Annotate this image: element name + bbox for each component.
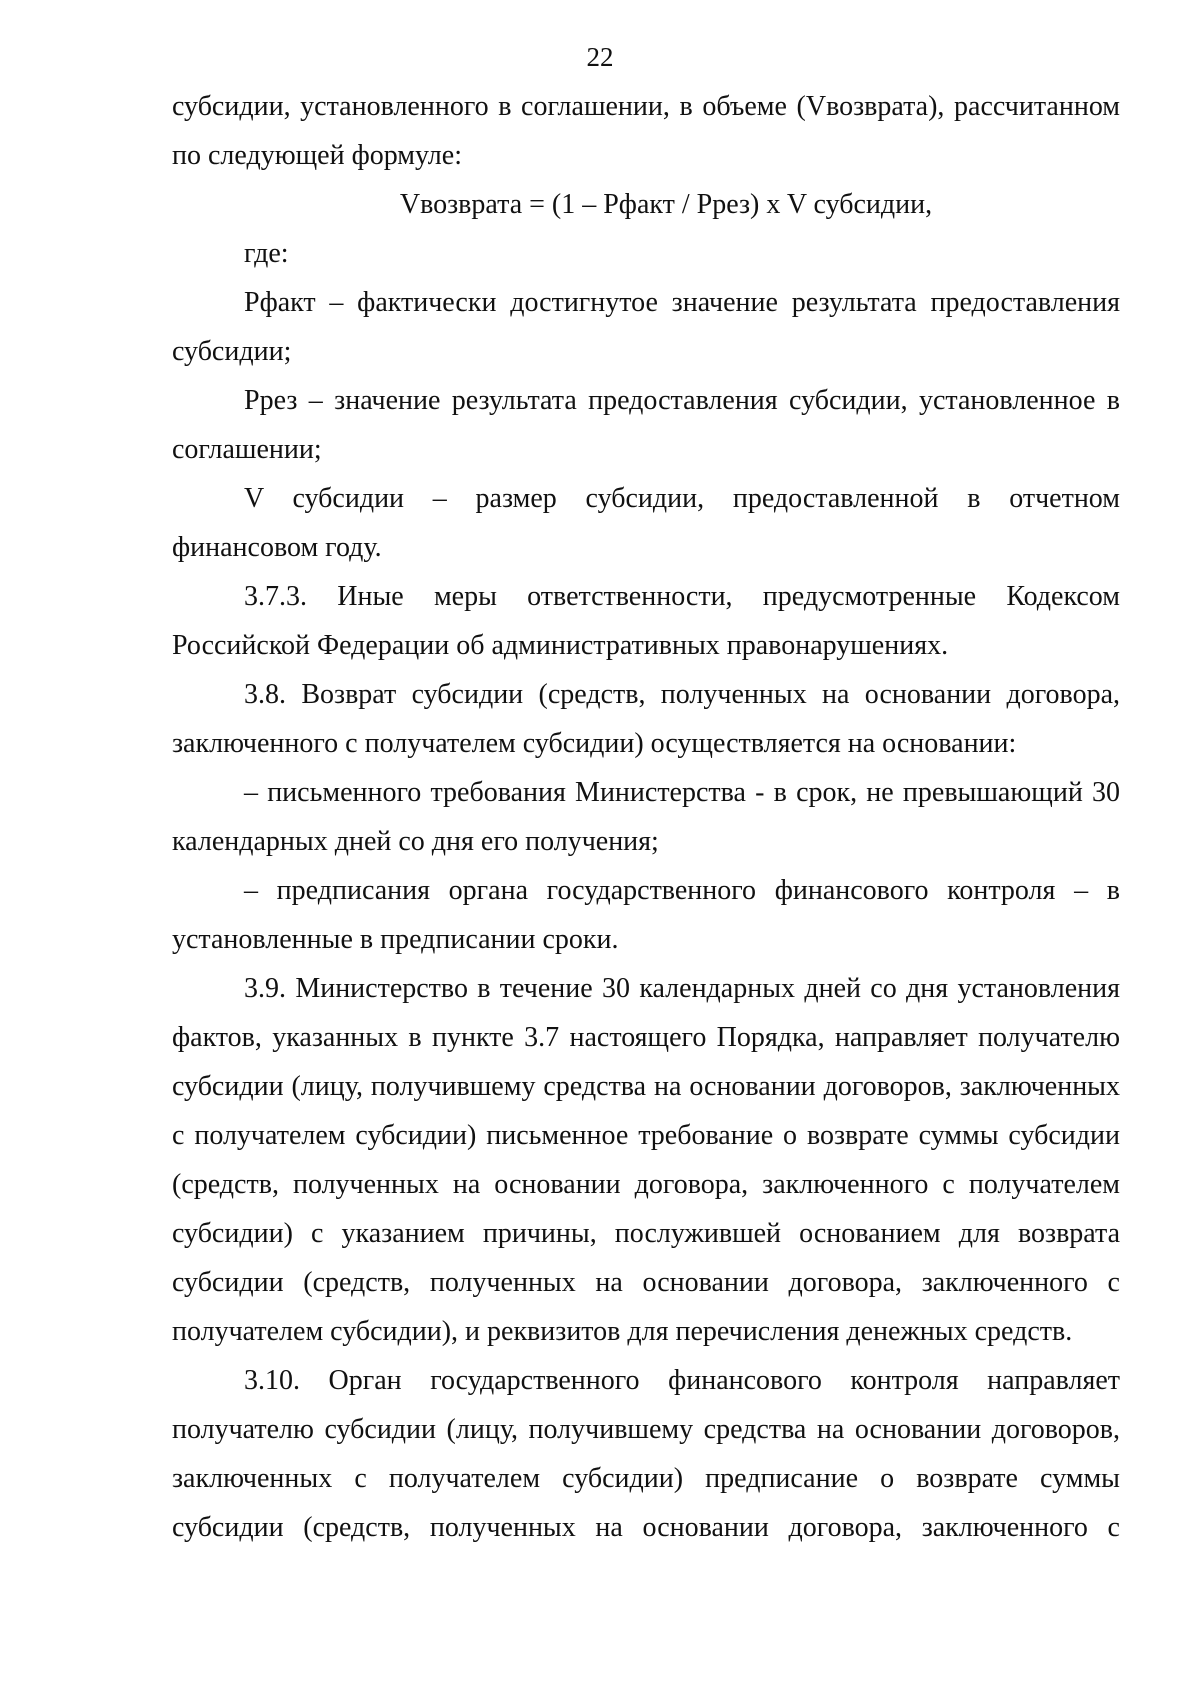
paragraph-rrez-definition: Ррез – значение результата предоставления субсидии, установленное в соглашении;	[172, 385, 1120, 465]
paragraph-where: где:	[244, 238, 289, 269]
paragraph-3-8: 3.8. Возврат субсидии (средств, полученных на основании договора, заключенного с получателем субсидии) осуществляется на основании:	[172, 679, 1120, 759]
return-formula: Vвозврата = (1 – Рфакт / Ррез) x V субсидии,	[399, 189, 933, 220]
paragraph-3-10: 3.10. Орган государственного финансового контроля направляет получателю субсидии (лицу, получившему средства на основании договоров, заключенных с получателем субсидии) предписание о возврате суммы субсидии (средств, полученных на основании договора, заключенного с	[172, 1365, 1120, 1543]
document-body	[172, 82, 1120, 1552]
list-item-written-demand: – письменного требования Министерства - в срок, не превышающий 30 календарных дней со дня его получения;	[172, 777, 1120, 857]
list-item-control-order: – предписания органа государственного финансового контроля – в установленные в предписании сроки.	[172, 875, 1120, 955]
paragraph-continuation: субсидии, установленного в соглашении, в объеме (Vвозврата), рассчитанном по следующей формуле:	[172, 91, 1120, 171]
paragraph-3-9: 3.9. Министерство в течение 30 календарных дней со дня установления фактов, указанных в пункте 3.7 настоящего Порядка, направляет получателю субсидии (лицу, получившему средства на основании договоров, заключенных с получателем субсидии) письменное требование о возврате суммы субсидии (средств, полученных на основании договора, заключенного с получателем субсидии) с указанием причины, послужившей основанием для возврата субсидии (средств, полученных на основании договора, заключенного с получателем субсидии), и реквизитов для перечисления денежных средств.	[172, 973, 1120, 1347]
paragraph-v-subsidy-definition: V субсидии – размер субсидии, предоставленной в отчетном финансовом году.	[172, 483, 1120, 563]
paragraph-rfakt-definition: Рфакт – фактически достигнутое значение результата предоставления субсидии;	[172, 287, 1120, 367]
page-number: 22	[586, 42, 614, 72]
paragraph-3-7-3: 3.7.3. Иные меры ответственности, предусмотренные Кодексом Российской Федерации об административных правонарушениях.	[172, 581, 1120, 661]
